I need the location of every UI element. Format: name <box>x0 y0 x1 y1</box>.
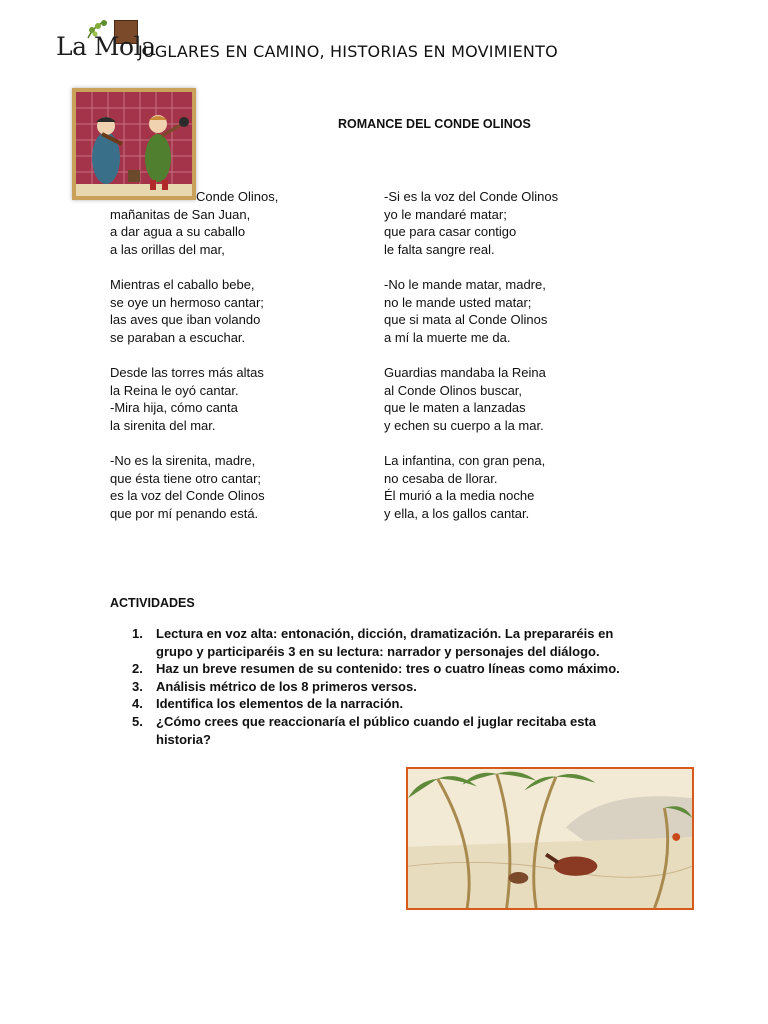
verse: que ésta tiene otro cantar; <box>110 470 262 486</box>
verse: a mí la muerte me da. <box>384 329 511 345</box>
stanza <box>384 364 644 434</box>
activity-item <box>110 695 650 713</box>
activity-text: Haz un breve resumen de su contenido: tres o cuatro líneas como máximo. <box>156 661 620 677</box>
activity-number: 2. <box>132 661 143 677</box>
verse: Él murió a la media noche <box>384 488 535 504</box>
verse: no cesaba de llorar. <box>384 470 498 486</box>
activity-item <box>110 625 650 660</box>
activity-text: Análisis métrico de los 8 primeros versos. <box>156 678 417 694</box>
stanza <box>110 276 360 346</box>
verse: -No es la sirenita, madre, <box>110 452 256 468</box>
document-title: JUGLARES EN CAMINO, HISTORIAS EN MOVIMIENTO <box>138 42 558 61</box>
stanza <box>384 188 644 258</box>
activity-number: 3. <box>132 678 143 694</box>
stanza <box>110 452 360 522</box>
verse: se paraban a escuchar. <box>110 329 246 345</box>
activity-number: 4. <box>132 696 143 712</box>
activities-title: ACTIVIDADES <box>110 596 195 610</box>
verse: al Conde Olinos buscar, <box>384 382 523 398</box>
poem-left-column <box>110 188 360 540</box>
activity-item <box>110 660 650 678</box>
verse: es la voz del Conde Olinos <box>110 488 265 504</box>
beach-illustration-image <box>406 767 694 910</box>
verse: le falta sangre real. <box>384 241 495 257</box>
verse: Guardias mandaba la Reina <box>384 364 546 380</box>
verse: Conde Olinos, <box>196 189 279 204</box>
activity-number: 1. <box>132 626 143 641</box>
verse: no le mande usted matar; <box>384 294 532 310</box>
stanza <box>110 188 360 258</box>
activity-text: ¿Cómo crees que reaccionaría el público cuando el juglar recitaba esta historia? <box>156 713 596 747</box>
verse: Desde las torres más altas <box>110 364 264 380</box>
verse: que para casar contigo <box>384 224 517 240</box>
verse: y echen su cuerpo a la mar. <box>384 417 544 433</box>
verse: mañanitas de San Juan, <box>110 206 251 222</box>
verse: la sirenita del mar. <box>110 417 216 433</box>
verse: que si mata al Conde Olinos <box>384 312 548 328</box>
verse: que le maten a lanzadas <box>384 400 526 416</box>
activity-text: Lectura en voz alta: entonación, dicción, dramatización. La prepararéis en grupo y participaréis 3 en su lectura: narrador y personajes del diálogo. <box>156 626 614 659</box>
poem-title: ROMANCE DEL CONDE OLINOS <box>338 117 531 131</box>
verse: a dar agua a su caballo <box>110 224 246 240</box>
stanza <box>384 452 644 522</box>
logo-text: La Mola <box>56 32 156 61</box>
activity-item <box>110 678 650 696</box>
juglares-miniature-image <box>72 88 196 200</box>
poem-right-column <box>384 188 644 540</box>
verse: yo le mandaré matar; <box>384 206 507 222</box>
activity-number: 5. <box>132 713 143 729</box>
stanza <box>110 364 360 434</box>
stanza <box>384 276 644 346</box>
verse: -No le mande matar, madre, <box>384 276 546 292</box>
activity-item <box>110 713 650 748</box>
verse: a las orillas del mar, <box>110 241 225 257</box>
verse: -Mira hija, cómo canta <box>110 400 238 416</box>
verse: la Reina le oyó cantar. <box>110 382 239 398</box>
activity-text: Identifica los elementos de la narración. <box>156 696 404 712</box>
verse: Mientras el caballo bebe, <box>110 276 255 292</box>
verse: -Si es la voz del Conde Olinos <box>384 189 559 204</box>
verse: se oye un hermoso cantar; <box>110 294 264 310</box>
verse: La infantina, con gran pena, <box>384 452 546 468</box>
verse: las aves que iban volando <box>110 312 261 328</box>
activities-list <box>110 625 650 748</box>
verse: y ella, a los gallos cantar. <box>384 505 530 521</box>
verse: que por mí penando está. <box>110 505 259 521</box>
